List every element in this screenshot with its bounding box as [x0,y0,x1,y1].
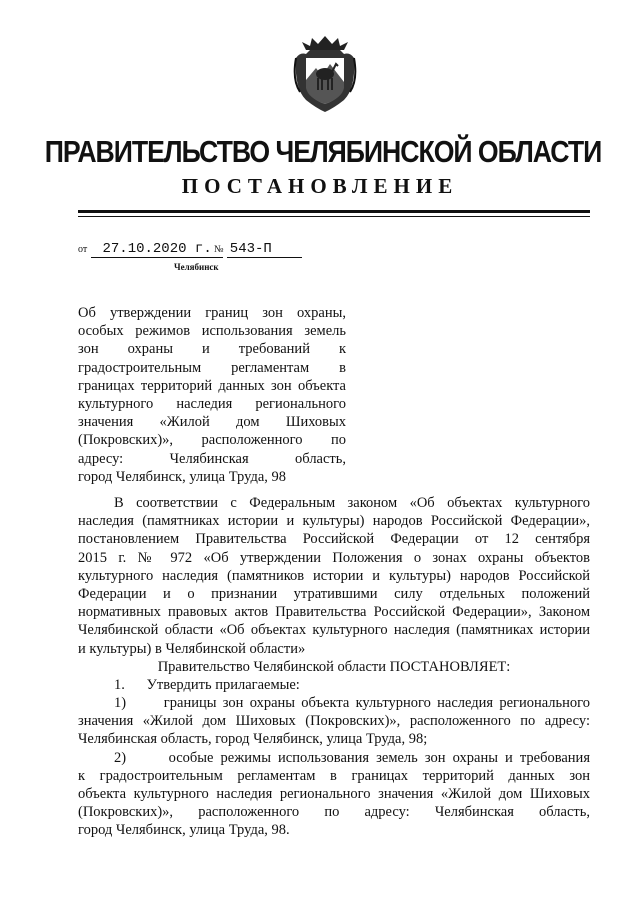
subject-line: культурного наследия регионального [78,395,346,412]
subject-line: градостроительным регламентам в [78,359,346,376]
document-subject [78,304,346,486]
government-name: ПРАВИТЕЛЬСТВО ЧЕЛЯБИНСКОЙ ОБЛАСТИ [44,134,602,169]
preamble-line: Челябинской области «Об объектах культурного наследия (памятниках истории [78,622,590,639]
document-type: ПОСТАНОВЛЕНИЕ [181,174,459,198]
number-prefix: № [214,244,224,255]
sub-item-2-line: город Челябинск, улица Труда, 98. [78,822,290,839]
sub-item-2-line: (Покровских)», расположенного по адресу: Челябинская область, [78,804,590,821]
document-date-row [78,240,223,258]
subject-line: (Покровских)», расположенного по [78,432,346,449]
item-1: 1. Утвердить прилагаемые: [114,676,300,693]
document-number: 543-П [227,241,302,258]
document-date: 27.10.2020 г. [91,241,223,258]
preamble-line: наследия (памятниках истории и культуры) народов Российской Федерации», [78,513,590,530]
sub-item-2-line: объекта культурного наследия регионального значения «Жилой дом Шиховых [78,786,590,802]
date-prefix: от [78,244,88,255]
document-number-row [214,240,302,258]
sub-item-2-line: 2) особые режимы использования земель зон охраны и требования [114,749,590,766]
preamble-line: В соответствии с Федеральным законом «Об объектах культурного [114,495,590,511]
sub-item-1-line: Челябинская область, город Челябинск, улица Труда, 98; [78,731,428,748]
subject-line: Об утверждении границ зон охраны, [78,305,346,321]
document-city: Челябинск [174,262,219,272]
resolves-line: Правительство Челябинской области ПОСТАНОВЛЯЕТ: [157,658,511,675]
preamble-line: 2015 г. № 972 «Об утверждении Положения о зонах охраны объектов [78,549,590,566]
preamble-line: и культуры) в Челябинской области» [78,640,306,657]
sub-item-2-line: к градостроительным регламентам в границах территорий данных зон [78,767,590,784]
subject-line: значения «Жилой дом Шиховых [78,414,346,431]
sub-item-1-line: 1) границы зон охраны объекта культурного наследия регионального [114,695,590,712]
header-divider-thick [78,210,590,213]
subject-line: адресу: Челябинская область, [78,450,346,467]
subject-line: границах территорий данных зон объекта [78,377,346,394]
preamble-line: постановлением Правительства Российской Федерации от 12 сентября [78,531,590,548]
subject-line: город Челябинск, улица Труда, 98 [78,468,287,485]
sub-item-1-line: значения «Жилой дом Шиховых (Покровских)», расположенного по адресу: [78,713,590,730]
subject-line: особых режимов использования земель [78,323,346,340]
preamble-line: нормативных правовых актов Правительства Российской Федерации», Законом [78,604,590,621]
coat-of-arms-emblem [292,28,358,114]
subject-line: зон охраны и требований к [78,341,346,358]
preamble-line: культурного наследия (памятников истории и культуры) народов Российской [78,567,590,584]
preamble-line: Федерации и о признании утратившими силу отдельных положений [78,585,590,602]
header-divider-thin [78,216,590,217]
preamble-paragraph [78,494,590,840]
